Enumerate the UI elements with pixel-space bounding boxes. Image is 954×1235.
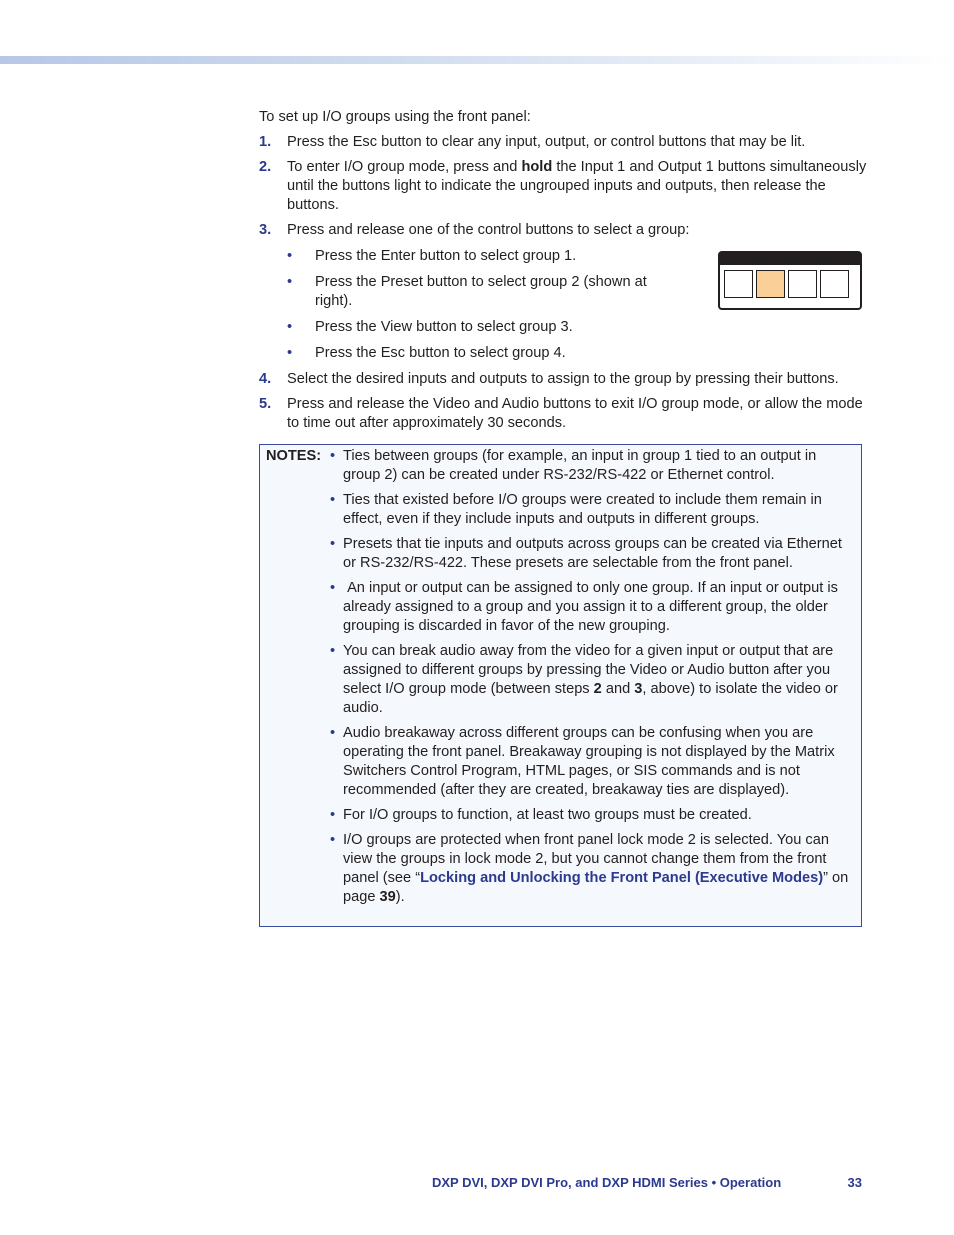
- step-text: Press and release one of the control buttons to select a group:: [287, 222, 690, 238]
- control-button-row: [720, 265, 860, 303]
- bullet-icon: •: [330, 492, 336, 508]
- step-1: [259, 133, 869, 152]
- notes-list: [330, 447, 857, 913]
- note-item: • Ties that existed before I/O groups were created to include them remain in effect, even if they include inputs and outputs in different groups.: [330, 492, 822, 527]
- notes-label: NOTES:: [266, 448, 322, 464]
- bullet-icon: •: [287, 319, 293, 335]
- control-buttons-illustration: [718, 251, 862, 310]
- panel-header-strip: [720, 253, 860, 265]
- esc-button-illustration: [820, 270, 849, 298]
- note-item: • For I/O groups to function, at least two groups must be created.: [330, 807, 752, 823]
- header-gradient-bar: [0, 56, 954, 64]
- bullet-icon: •: [330, 832, 336, 848]
- note-item: • You can break audio away from the video for a given input or output that are assigned to different groups by pressing the Video or Audio button after you select I/O group mode (between steps 2 and 3, above) to isolate the video or audio.: [330, 643, 838, 716]
- step-4: [259, 370, 869, 389]
- note-item: • Presets that tie inputs and outputs across groups can be created via Ethernet or RS-232/RS-422. These presets are selectable from the front panel.: [330, 536, 842, 571]
- bullet-icon: •: [287, 345, 293, 361]
- step-number: 2.: [259, 159, 272, 175]
- step-text: Select the desired inputs and outputs to assign to the group by pressing their buttons.: [287, 371, 839, 387]
- locking-section-link[interactable]: Locking and Unlocking the Front Panel (Executive Modes): [420, 870, 824, 886]
- substep-item: • Press the Preset button to select group 2 (shown at right).: [287, 274, 647, 309]
- bullet-icon: •: [330, 536, 336, 552]
- step-text: Press the Esc button to clear any input, output, or control buttons that may be lit.: [287, 134, 806, 150]
- note-item: • Audio breakaway across different groups can be confusing when you are operating the front panel. Breakaway grouping is not displayed by the Matrix Switchers Control Program, HTML pages, or SIS commands and is not recommended (after they are created, breakaway ties are displayed).: [330, 725, 835, 798]
- step-number: 1.: [259, 134, 272, 150]
- bullet-icon: •: [287, 274, 293, 290]
- step-text-post: the Input 1 and Output 1 buttons simultaneously until the buttons light to indicate the ungrouped inputs and outputs, then release the buttons.: [287, 159, 867, 213]
- step-text-bold: hold: [521, 159, 553, 175]
- note-item: • Ties between groups (for example, an input in group 1 tied to an output in group 2) can be created under RS-232/RS-422 or Ethernet control.: [330, 448, 817, 483]
- note-item: • An input or output can be assigned to only one group. If an input or output is already assigned to a group and you assign it to a different group, the older grouping is discarded in favor of the new grouping.: [330, 580, 842, 634]
- substep-item: • Press the Esc button to select group 4.: [287, 345, 566, 361]
- bullet-icon: •: [330, 448, 336, 464]
- bullet-icon: •: [330, 580, 336, 596]
- bullet-icon: •: [330, 807, 336, 823]
- preset-button-illustration-lit: [756, 270, 785, 298]
- bullet-icon: •: [287, 248, 293, 264]
- enter-button-illustration: [724, 270, 753, 298]
- step-number: 5.: [259, 396, 272, 412]
- page-number: 33: [847, 1175, 862, 1190]
- notes-box: [259, 444, 862, 927]
- note-item: • I/O groups are protected when front panel lock mode 2 is selected. You can view the groups in lock mode 2, but you cannot change them from the front panel (see “Locking and Unlocking the Front Panel (Executive Modes)” on page 39).: [330, 832, 849, 905]
- bullet-icon: •: [330, 643, 336, 659]
- step-number: 3.: [259, 222, 272, 238]
- page-reference: 39: [379, 889, 396, 905]
- step-5: [259, 395, 869, 433]
- step-2: [259, 158, 869, 215]
- step-number: 4.: [259, 371, 272, 387]
- substep-item: • Press the Enter button to select group 1.: [287, 248, 577, 264]
- substep-item: • Press the View button to select group 3.: [287, 319, 573, 335]
- bullet-icon: •: [330, 725, 336, 741]
- intro-text: To set up I/O groups using the front panel:: [259, 109, 531, 125]
- step-text: Press and release the Video and Audio buttons to exit I/O group mode, or allow the mode to time out after approximately 30 seconds.: [287, 396, 863, 431]
- footer-title: DXP DVI, DXP DVI Pro, and DXP HDMI Series • Operation: [432, 1175, 782, 1190]
- view-button-illustration: [788, 270, 817, 298]
- step-text-pre: To enter I/O group mode, press and: [287, 159, 522, 175]
